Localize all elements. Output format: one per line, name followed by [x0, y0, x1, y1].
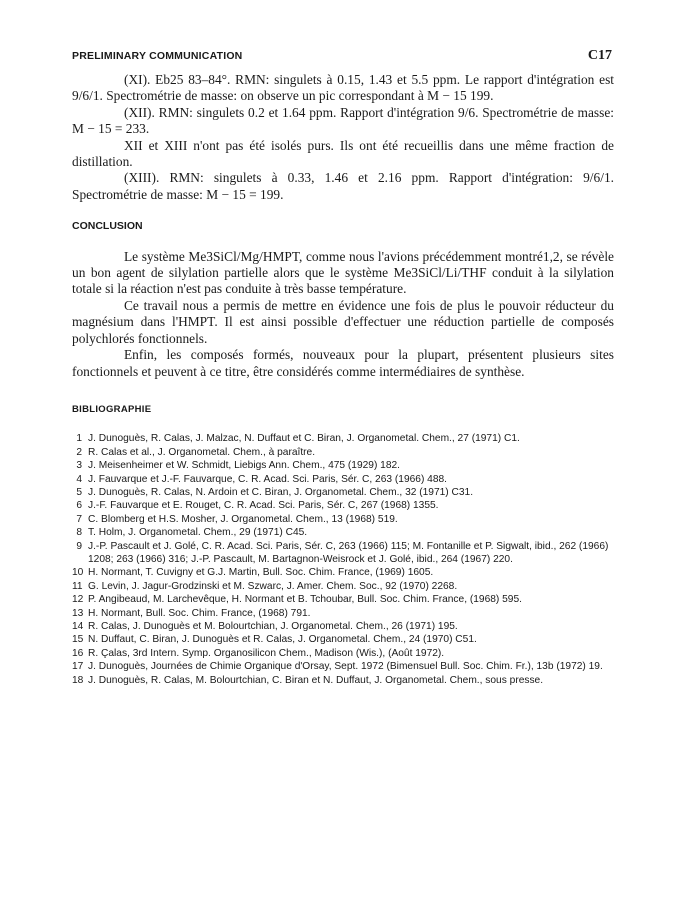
reference-item: 6 J.-F. Fauvarque et E. Rouget, C. R. Acad. Sci. Paris, Sér. C, 267 (1968) 1355. [76, 500, 439, 512]
page-header [72, 50, 612, 66]
page-number: C17 [587, 48, 612, 63]
reference-item: 15 N. Duffaut, C. Biran, J. Dunoguès et R. Calas, J. Organometal. Chem., 24 (1970) C51. [72, 634, 477, 646]
reference-item: 16 R. Çalas, 3rd Intern. Symp. Organosilicon Chem., Madison (Wis.), (Août 1972). [72, 647, 445, 659]
conclusion-paragraph-2: Ce travail nous a permis de mettre en évidence une fois de plus le pouvoir réducteur du magnésium dans l'HMPT. Il est ainsi possible d'effectuer une réduction partielle de composés polychlorés fonctionnels. [72, 297, 614, 346]
reference-item: 18 J. Dunoguès, R. Calas, M. Bolourtchian, C. Biran et N. Duffaut, J. Organometal. Chem., sous presse. [72, 674, 544, 686]
bibliography-heading: BIBLIOGRAPHIE [72, 403, 152, 415]
running-head: PRELIMINARY COMMUNICATION [72, 50, 243, 62]
reference-list [72, 432, 614, 687]
reference-item: 5 J. Dunoguès, R. Calas, N. Ardoin et C. Biran, J. Organometal. Chem., 32 (1971) C31. [76, 486, 474, 498]
reference-item: 3 J. Meisenheimer et W. Schmidt, Liebigs Ann. Chem., 475 (1929) 182. [76, 460, 401, 472]
paragraph-xi: (XI). Eb25 83–84°. RMN: singulets à 0.15, 1.43 et 5.5 ppm. Le rapport d'intégration est 9/6/1. Spectrométrie de masse: on observe un pic correspondant à M − 15 199. [72, 72, 614, 104]
conclusion-paragraph-1: Le système Me3SiCl/Mg/HMPT, comme nous l'avions précédemment montré1,2, se révèle un bon agent de silylation partielle alors que le système Me3SiCl/Li/THF conduit à la silylation totale si la réaction n'est pas conduite à très basse température. [72, 248, 614, 297]
conclusion-paragraph-3: Enfin, les composés formés, nouveaux pour la plupart, présentent plusieurs sites fonctionnels et peuvent à ce titre, être considérés comme intermédiaires de synthèse. [72, 347, 614, 379]
reference-item: 13 H. Normant, Bull. Soc. Chim. France, (1968) 791. [72, 607, 311, 619]
conclusion-heading: CONCLUSION [72, 220, 143, 233]
reference-item: 2 R. Calas et al., J. Organometal. Chem., à paraître. [76, 446, 316, 458]
reference-item: 12 P. Angibeaud, M. Larchevêque, H. Normant et B. Tchoubar, Bull. Soc. Chim. France, (1968) 595. [72, 594, 522, 606]
reference-item: 7 C. Blomberg et H.S. Mosher, J. Organometal. Chem., 13 (1968) 519. [76, 513, 398, 525]
reference-item: 9 J.-P. Pascault et J. Golé, C. R. Acad. Sci. Paris, Sér. C, 263 (1966) 115; M. Fontanille et P. Sigwalt, ibid., 262 (1966) 1208; 263 (1966) 316; J.-P. Pascault, M. Bartagnon-Weisrock et J. Golé, ibid., 264 (1967) 220. [76, 540, 609, 565]
reference-item: 17 J. Dunoguès, Journées de Chimie Organique d'Orsay, Sept. 1972 (Bimensuel Bull. Soc. Chim. Fr.), 13b (1972) 19. [72, 661, 603, 673]
reference-item: 14 R. Calas, J. Dunoguès et M. Bolourtchian, J. Organometal. Chem., 26 (1971) 195. [72, 621, 458, 632]
article-body [72, 72, 614, 687]
paragraph-xii-xiii-note: XII et XIII n'ont pas été isolés purs. Ils ont été recueillis dans une même fraction de distillation. [72, 137, 614, 170]
paragraph-xii: (XII). RMN: singulets 0.2 et 1.64 ppm. Rapport d'intégration 9/6. Spectrométrie de masse: M − 15 = 233. [72, 104, 614, 137]
reference-item: 1 J. Dunoguès, R. Calas, J. Malzac, N. Duffaut et C. Biran, J. Organometal. Chem., 27 (1971) C1. [76, 433, 520, 445]
reference-item: 4 J. Fauvarque et J.-F. Fauvarque, C. R. Acad. Sci. Paris, Sér. C, 263 (1966) 488. [76, 473, 447, 485]
reference-item: 8 T. Holm, J. Organometal. Chem., 29 (1971) C45. [76, 527, 308, 539]
reference-item: 11 G. Levin, J. Jagur-Grodzinski et M. Szwarc, J. Amer. Chem. Soc., 92 (1970) 2268. [72, 580, 458, 592]
reference-item: 10 H. Normant, T. Cuvigny et G.J. Martin, Bull. Soc. Chim. France, (1969) 1605. [72, 567, 434, 579]
paragraph-xiii: (XIII). RMN: singulets à 0.33, 1.46 et 2.16 ppm. Rapport d'intégration: 9/6/1. Spectrométrie de masse: M − 15 = 199. [72, 170, 614, 202]
